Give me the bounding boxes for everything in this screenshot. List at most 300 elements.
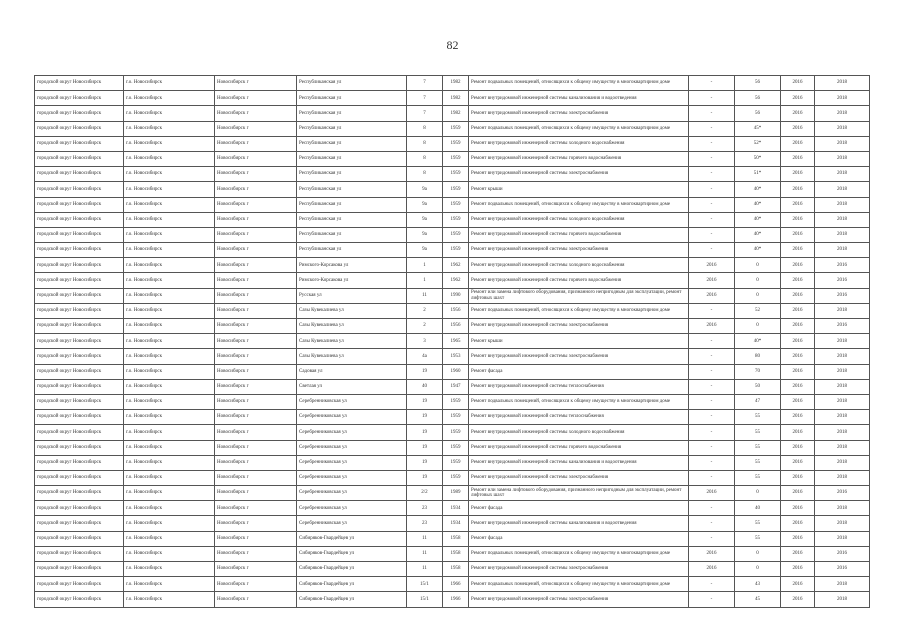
cell-street: Сибиряков-Гвардейцев ул — [297, 546, 407, 561]
cell-city: г.о. Новосибирск — [124, 319, 215, 334]
cell-sum: 40* — [735, 182, 781, 197]
cell-end: 2018 — [815, 91, 870, 106]
cell-start: 2016 — [781, 394, 815, 409]
cell-street: Республиканская ул — [297, 182, 407, 197]
cell-year: 1959 — [443, 212, 469, 227]
cell-year: 1959 — [443, 410, 469, 425]
cell-work: Ремонт фасада — [469, 364, 689, 379]
cell-district: городской округ Новосибирск — [35, 501, 124, 516]
cell-district: городской округ Новосибирск — [35, 425, 124, 440]
cell-street: Русская ул — [297, 288, 407, 303]
cell-sum: 0 — [735, 546, 781, 561]
cell-cost: - — [689, 379, 735, 394]
cell-house: 40 — [407, 379, 443, 394]
cell-locality: Новосибирск г — [215, 151, 297, 166]
cell-district: городской округ Новосибирск — [35, 516, 124, 531]
cell-cost: 2016 — [689, 562, 735, 577]
cell-start: 2016 — [781, 76, 815, 91]
cell-locality: Новосибирск г — [215, 258, 297, 273]
cell-start: 2016 — [781, 592, 815, 607]
cell-city: г.о. Новосибирск — [124, 531, 215, 546]
cell-year: 1990 — [443, 288, 469, 303]
cell-house: 1 — [407, 258, 443, 273]
cell-street: Сибиряков-Гвардейцев ул — [297, 577, 407, 592]
cell-year: 1959 — [443, 182, 469, 197]
cell-year: 1947 — [443, 379, 469, 394]
cell-work: Ремонт внутридомовой инженерной системы холодного водоснабжения — [469, 136, 689, 151]
table-row — [35, 303, 870, 318]
cell-start: 2016 — [781, 470, 815, 485]
table-row — [35, 546, 870, 561]
cell-house: 11 — [407, 288, 443, 303]
cell-start: 2016 — [781, 379, 815, 394]
cell-year: 1962 — [443, 273, 469, 288]
cell-cost: - — [689, 516, 735, 531]
cell-year: 1959 — [443, 455, 469, 470]
cell-cost: - — [689, 106, 735, 121]
cell-year: 1982 — [443, 106, 469, 121]
cell-district: городской округ Новосибирск — [35, 91, 124, 106]
repair-schedule-table — [34, 75, 870, 608]
cell-district: городской округ Новосибирск — [35, 273, 124, 288]
cell-start: 2016 — [781, 425, 815, 440]
cell-end: 2018 — [815, 106, 870, 121]
cell-district: городской округ Новосибирск — [35, 334, 124, 349]
cell-city: г.о. Новосибирск — [124, 592, 215, 607]
cell-cost: 2016 — [689, 319, 735, 334]
cell-city: г.о. Новосибирск — [124, 273, 215, 288]
cell-house: 8 — [407, 167, 443, 182]
table-row — [35, 227, 870, 242]
cell-year: 1989 — [443, 486, 469, 501]
cell-sum: 51* — [735, 167, 781, 182]
cell-house: 11 — [407, 562, 443, 577]
table-row — [35, 212, 870, 227]
cell-street: Серебренниковская ул — [297, 425, 407, 440]
cell-city: г.о. Новосибирск — [124, 349, 215, 364]
cell-locality: Новосибирск г — [215, 470, 297, 485]
cell-start: 2016 — [781, 364, 815, 379]
cell-start: 2016 — [781, 182, 815, 197]
cell-sum: 70 — [735, 364, 781, 379]
cell-district: городской округ Новосибирск — [35, 486, 124, 501]
cell-year: 1958 — [443, 531, 469, 546]
cell-house: 19 — [407, 410, 443, 425]
cell-house: 19 — [407, 425, 443, 440]
cell-sum: 0 — [735, 319, 781, 334]
cell-cost: - — [689, 425, 735, 440]
cell-locality: Новосибирск г — [215, 349, 297, 364]
cell-sum: 55 — [735, 425, 781, 440]
cell-locality: Новосибирск г — [215, 121, 297, 136]
cell-sum: 40* — [735, 197, 781, 212]
cell-district: городской округ Новосибирск — [35, 562, 124, 577]
cell-end: 2018 — [815, 243, 870, 258]
cell-year: 1959 — [443, 151, 469, 166]
table-row — [35, 121, 870, 136]
cell-district: городской округ Новосибирск — [35, 227, 124, 242]
cell-start: 2016 — [781, 577, 815, 592]
cell-work: Ремонт внутридомовой инженерной системы электроснабжения — [469, 167, 689, 182]
cell-end: 2016 — [815, 486, 870, 501]
cell-house: 11 — [407, 546, 443, 561]
cell-district: городской округ Новосибирск — [35, 577, 124, 592]
cell-work: Ремонт подвальных помещений, относящихся к общему имуществу в многоквартирном доме — [469, 303, 689, 318]
cell-city: г.о. Новосибирск — [124, 288, 215, 303]
cell-district: городской округ Новосибирск — [35, 546, 124, 561]
cell-district: городской округ Новосибирск — [35, 592, 124, 607]
table-row — [35, 501, 870, 516]
table-row — [35, 197, 870, 212]
cell-work: Ремонт крыши — [469, 182, 689, 197]
cell-cost: - — [689, 334, 735, 349]
cell-sum: 50 — [735, 379, 781, 394]
cell-locality: Новосибирск г — [215, 531, 297, 546]
cell-cost: 2016 — [689, 546, 735, 561]
cell-locality: Новосибирск г — [215, 501, 297, 516]
cell-cost: - — [689, 136, 735, 151]
cell-street: Сибиряков-Гвардейцев ул — [297, 531, 407, 546]
cell-cost: - — [689, 167, 735, 182]
cell-year: 1956 — [443, 303, 469, 318]
cell-cost: - — [689, 394, 735, 409]
cell-locality: Новосибирск г — [215, 592, 297, 607]
cell-start: 2016 — [781, 106, 815, 121]
cell-start: 2016 — [781, 546, 815, 561]
cell-house: 19 — [407, 440, 443, 455]
cell-street: Серебренниковская ул — [297, 440, 407, 455]
cell-end: 2018 — [815, 501, 870, 516]
cell-street: Республиканская ул — [297, 76, 407, 91]
cell-year: 1966 — [443, 577, 469, 592]
cell-year: 1959 — [443, 227, 469, 242]
cell-sum: 0 — [735, 562, 781, 577]
cell-district: городской округ Новосибирск — [35, 182, 124, 197]
cell-sum: 55 — [735, 455, 781, 470]
cell-start: 2016 — [781, 212, 815, 227]
cell-street: Серебренниковская ул — [297, 470, 407, 485]
cell-work: Ремонт внутридомовой инженерной системы электроснабжения — [469, 562, 689, 577]
table-row — [35, 334, 870, 349]
cell-sum: 0 — [735, 486, 781, 501]
cell-work: Ремонт или замена лифтового оборудования, признанного непригодным для эксплуатации, ремонт лифтовых шахт — [469, 288, 689, 303]
cell-district: городской округ Новосибирск — [35, 288, 124, 303]
cell-work: Ремонт внутридомовой инженерной системы холодного водоснабжения — [469, 212, 689, 227]
cell-work: Ремонт фасада — [469, 531, 689, 546]
cell-locality: Новосибирск г — [215, 136, 297, 151]
cell-sum: 45* — [735, 121, 781, 136]
cell-house: 11 — [407, 531, 443, 546]
cell-year: 1959 — [443, 470, 469, 485]
cell-start: 2016 — [781, 440, 815, 455]
cell-year: 1962 — [443, 258, 469, 273]
cell-start: 2016 — [781, 516, 815, 531]
page-number: 82 — [446, 38, 459, 52]
cell-sum: 56 — [735, 76, 781, 91]
cell-start: 2016 — [781, 455, 815, 470]
cell-district: городской округ Новосибирск — [35, 197, 124, 212]
cell-cost: - — [689, 212, 735, 227]
cell-house: 7 — [407, 76, 443, 91]
cell-year: 1966 — [443, 592, 469, 607]
cell-house: 9а — [407, 197, 443, 212]
cell-sum: 40* — [735, 334, 781, 349]
cell-house: 19 — [407, 394, 443, 409]
cell-district: городской округ Новосибирск — [35, 531, 124, 546]
table-row — [35, 167, 870, 182]
cell-cost: 2016 — [689, 288, 735, 303]
cell-end: 2018 — [815, 394, 870, 409]
cell-cost: 2016 — [689, 258, 735, 273]
cell-work: Ремонт фасада — [469, 501, 689, 516]
cell-locality: Новосибирск г — [215, 182, 297, 197]
cell-street: Республиканская ул — [297, 212, 407, 227]
cell-work: Ремонт внутридомовой инженерной системы электроснабжения — [469, 349, 689, 364]
cell-street: Серебренниковская ул — [297, 455, 407, 470]
cell-cost: - — [689, 455, 735, 470]
cell-sum: 0 — [735, 273, 781, 288]
cell-street: Римского-Корсакова ул — [297, 273, 407, 288]
cell-district: городской округ Новосибирск — [35, 303, 124, 318]
cell-city: г.о. Новосибирск — [124, 334, 215, 349]
table-row — [35, 486, 870, 501]
cell-year: 1965 — [443, 334, 469, 349]
cell-work: Ремонт крыши — [469, 334, 689, 349]
cell-end: 2018 — [815, 516, 870, 531]
cell-year: 1958 — [443, 546, 469, 561]
cell-start: 2016 — [781, 136, 815, 151]
cell-work: Ремонт внутридомовой инженерной системы электроснабжения — [469, 470, 689, 485]
cell-city: г.о. Новосибирск — [124, 546, 215, 561]
cell-district: городской округ Новосибирск — [35, 243, 124, 258]
cell-cost: - — [689, 501, 735, 516]
cell-sum: 0 — [735, 288, 781, 303]
cell-start: 2016 — [781, 243, 815, 258]
cell-locality: Новосибирск г — [215, 455, 297, 470]
cell-house: 19 — [407, 455, 443, 470]
cell-locality: Новосибирск г — [215, 364, 297, 379]
cell-end: 2018 — [815, 151, 870, 166]
cell-locality: Новосибирск г — [215, 303, 297, 318]
cell-house: 2/2 — [407, 486, 443, 501]
cell-work: Ремонт подвальных помещений, относящихся к общему имуществу в многоквартирном доме — [469, 76, 689, 91]
cell-sum: 50* — [735, 151, 781, 166]
cell-district: городской округ Новосибирск — [35, 364, 124, 379]
cell-city: г.о. Новосибирск — [124, 258, 215, 273]
cell-locality: Новосибирск г — [215, 273, 297, 288]
cell-end: 2016 — [815, 273, 870, 288]
cell-work: Ремонт внутридомовой инженерной системы теплоснабжения — [469, 379, 689, 394]
cell-city: г.о. Новосибирск — [124, 182, 215, 197]
cell-year: 1959 — [443, 425, 469, 440]
cell-street: Республиканская ул — [297, 121, 407, 136]
cell-district: городской округ Новосибирск — [35, 470, 124, 485]
cell-work: Ремонт подвальных помещений, относящихся к общему имуществу в многоквартирном доме — [469, 121, 689, 136]
cell-start: 2016 — [781, 197, 815, 212]
cell-end: 2018 — [815, 379, 870, 394]
cell-house: 9а — [407, 227, 443, 242]
cell-sum: 43 — [735, 577, 781, 592]
table-row — [35, 76, 870, 91]
cell-sum: 55 — [735, 516, 781, 531]
cell-street: Сазы Кувекалиева ул — [297, 319, 407, 334]
cell-city: г.о. Новосибирск — [124, 303, 215, 318]
cell-year: 1953 — [443, 349, 469, 364]
cell-city: г.о. Новосибирск — [124, 136, 215, 151]
cell-work: Ремонт внутридомовой инженерной системы холодного водоснабжения — [469, 425, 689, 440]
cell-start: 2016 — [781, 91, 815, 106]
cell-cost: - — [689, 91, 735, 106]
cell-street: Республиканская ул — [297, 151, 407, 166]
cell-end: 2018 — [815, 577, 870, 592]
cell-house: 2 — [407, 319, 443, 334]
cell-end: 2016 — [815, 258, 870, 273]
cell-year: 1959 — [443, 121, 469, 136]
cell-street: Серебренниковская ул — [297, 516, 407, 531]
table-row — [35, 516, 870, 531]
cell-street: Республиканская ул — [297, 136, 407, 151]
cell-end: 2018 — [815, 592, 870, 607]
cell-city: г.о. Новосибирск — [124, 394, 215, 409]
cell-locality: Новосибирск г — [215, 91, 297, 106]
cell-cost: - — [689, 121, 735, 136]
cell-cost: - — [689, 151, 735, 166]
cell-house: 19 — [407, 470, 443, 485]
cell-start: 2016 — [781, 303, 815, 318]
cell-work: Ремонт внутридомовой инженерной системы электроснабжения — [469, 319, 689, 334]
cell-street: Римского-Корсакова ул — [297, 258, 407, 273]
cell-city: г.о. Новосибирск — [124, 440, 215, 455]
cell-city: г.о. Новосибирск — [124, 243, 215, 258]
cell-district: городской округ Новосибирск — [35, 379, 124, 394]
cell-year: 1982 — [443, 76, 469, 91]
cell-locality: Новосибирск г — [215, 379, 297, 394]
cell-district: городской округ Новосибирск — [35, 151, 124, 166]
cell-district: городской округ Новосибирск — [35, 319, 124, 334]
table-row — [35, 394, 870, 409]
cell-locality: Новосибирск г — [215, 577, 297, 592]
cell-end: 2018 — [815, 121, 870, 136]
cell-street: Республиканская ул — [297, 167, 407, 182]
cell-sum: 56 — [735, 91, 781, 106]
cell-locality: Новосибирск г — [215, 394, 297, 409]
table-row — [35, 349, 870, 364]
cell-locality: Новосибирск г — [215, 410, 297, 425]
cell-cost: - — [689, 243, 735, 258]
cell-end: 2018 — [815, 227, 870, 242]
cell-house: 23 — [407, 501, 443, 516]
cell-cost: - — [689, 303, 735, 318]
cell-year: 1959 — [443, 167, 469, 182]
cell-cost: 2016 — [689, 273, 735, 288]
cell-sum: 47 — [735, 394, 781, 409]
cell-locality: Новосибирск г — [215, 334, 297, 349]
cell-year: 1959 — [443, 440, 469, 455]
cell-end: 2018 — [815, 364, 870, 379]
cell-house: 1 — [407, 273, 443, 288]
cell-district: городской округ Новосибирск — [35, 394, 124, 409]
cell-district: городской округ Новосибирск — [35, 410, 124, 425]
cell-end: 2018 — [815, 167, 870, 182]
cell-start: 2016 — [781, 258, 815, 273]
cell-end: 2018 — [815, 455, 870, 470]
cell-street: Сибиряков-Гвардейцев ул — [297, 562, 407, 577]
cell-street: Серебренниковская ул — [297, 486, 407, 501]
cell-district: городской округ Новосибирск — [35, 258, 124, 273]
table-row — [35, 455, 870, 470]
cell-city: г.о. Новосибирск — [124, 106, 215, 121]
cell-locality: Новосибирск г — [215, 106, 297, 121]
cell-district: городской округ Новосибирск — [35, 106, 124, 121]
cell-year: 1934 — [443, 501, 469, 516]
cell-year: 1959 — [443, 136, 469, 151]
cell-locality: Новосибирск г — [215, 425, 297, 440]
table-row — [35, 319, 870, 334]
table-row — [35, 470, 870, 485]
cell-house: 23 — [407, 516, 443, 531]
cell-cost: - — [689, 197, 735, 212]
cell-end: 2018 — [815, 349, 870, 364]
cell-sum: 52 — [735, 303, 781, 318]
cell-work: Ремонт внутридомовой инженерной системы горячего водоснабжения — [469, 440, 689, 455]
cell-end: 2016 — [815, 319, 870, 334]
cell-city: г.о. Новосибирск — [124, 227, 215, 242]
cell-street: Сибиряков-Гвардейцев ул — [297, 592, 407, 607]
cell-sum: 55 — [735, 440, 781, 455]
cell-locality: Новосибирск г — [215, 227, 297, 242]
cell-house: 4а — [407, 349, 443, 364]
table-body — [35, 76, 870, 608]
cell-city: г.о. Новосибирск — [124, 91, 215, 106]
cell-street: Садовая ул — [297, 364, 407, 379]
cell-district: городской округ Новосибирск — [35, 212, 124, 227]
table-row — [35, 91, 870, 106]
cell-work: Ремонт внутридомовой инженерной системы канализования и водоотведения — [469, 91, 689, 106]
cell-sum: 45 — [735, 592, 781, 607]
cell-city: г.о. Новосибирск — [124, 76, 215, 91]
cell-sum: 40* — [735, 227, 781, 242]
cell-cost: - — [689, 349, 735, 364]
table-row — [35, 106, 870, 121]
cell-start: 2016 — [781, 410, 815, 425]
cell-city: г.о. Новосибирск — [124, 455, 215, 470]
cell-city: г.о. Новосибирск — [124, 562, 215, 577]
cell-district: городской округ Новосибирск — [35, 136, 124, 151]
cell-city: г.о. Новосибирск — [124, 486, 215, 501]
cell-locality: Новосибирск г — [215, 288, 297, 303]
cell-locality: Новосибирск г — [215, 486, 297, 501]
cell-work: Ремонт подвальных помещений, относящихся к общему имуществу в многоквартирном доме — [469, 394, 689, 409]
cell-city: г.о. Новосибирск — [124, 379, 215, 394]
cell-cost: - — [689, 592, 735, 607]
cell-cost: - — [689, 76, 735, 91]
cell-start: 2016 — [781, 319, 815, 334]
cell-street: Республиканская ул — [297, 227, 407, 242]
cell-year: 1958 — [443, 562, 469, 577]
cell-street: Сазы Кувекалиева ул — [297, 349, 407, 364]
cell-work: Ремонт или замена лифтового оборудования, признанного непригодным для эксплуатации, ремонт лифтовых шахт — [469, 486, 689, 501]
cell-start: 2016 — [781, 501, 815, 516]
cell-start: 2016 — [781, 288, 815, 303]
cell-sum: 55 — [735, 531, 781, 546]
cell-start: 2016 — [781, 531, 815, 546]
cell-sum: 55 — [735, 410, 781, 425]
cell-city: г.о. Новосибирск — [124, 167, 215, 182]
cell-work: Ремонт внутридомовой инженерной системы теплоснабжения — [469, 410, 689, 425]
cell-house: 9а — [407, 212, 443, 227]
cell-house: 8 — [407, 121, 443, 136]
cell-city: г.о. Новосибирск — [124, 151, 215, 166]
